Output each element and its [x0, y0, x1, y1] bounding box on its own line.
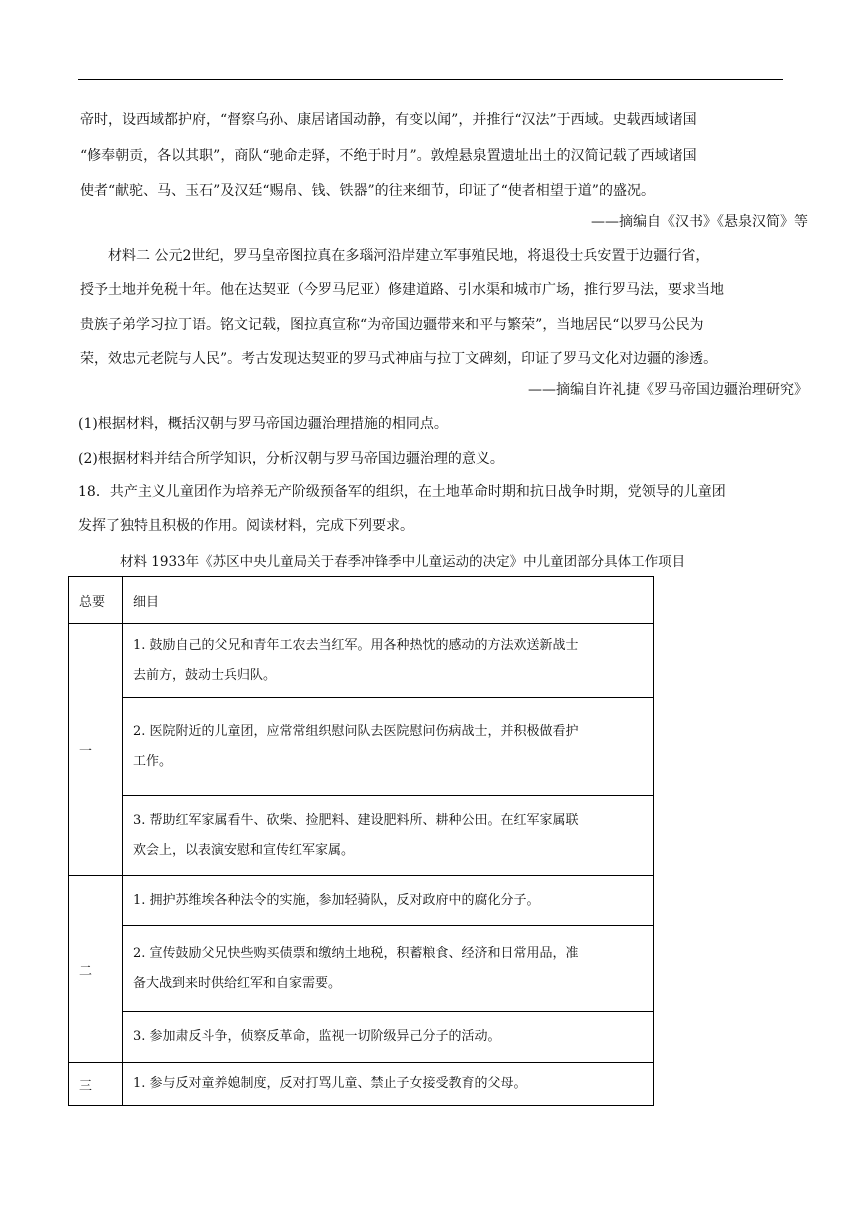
detail-cell: 1. 参与反对童养媳制度，反对打骂儿童、禁止子女接受教育的父母。	[123, 1063, 654, 1106]
table-row	[69, 1012, 654, 1063]
material2-line: 材料二 公元2世纪，罗马皇帝图拉真在多瑙河沿岸建立军事殖民地，将退役士兵安置于边疆行省，	[108, 248, 710, 264]
question-2: (2)根据材料并结合所学知识，分析汉朝与罗马帝国边疆治理的意义。	[78, 451, 504, 467]
question-1: (1)根据材料，概括汉朝与罗马帝国边疆治理措施的相同点。	[78, 416, 448, 432]
q18-line: 发挥了独特且积极的作用。阅读材料，完成下列要求。	[78, 518, 414, 534]
table-row	[69, 796, 654, 876]
q18-line: 18．共产主义儿童团作为培养无产阶级预备军的组织，在土地革命时期和抗日战争时期，党领导的儿童团	[78, 484, 726, 500]
intro-line: “修奉朝贡，各以其职”，商队“驰命走驿，不绝于时月”。敦煌悬泉置遗址出土的汉简记载了西域诸国	[80, 148, 697, 164]
table-row	[69, 698, 654, 796]
material2-line: 授予土地并免税十年。他在达契亚（今罗马尼亚）修建道路、引水渠和城市广场，推行罗马法，要求当地	[80, 282, 724, 298]
intro-line: 使者“献驼、马、玉石”及汉廷“赐帛、钱、铁器”的往来细节，印证了“使者相望于道”的盛况。	[80, 183, 655, 199]
material2-line: 荣，效忠元老院与人民”。考古发现达契亚的罗马式神庙与拉丁文碑刻，印证了罗马文化对边疆的渗透。	[80, 351, 718, 367]
detail-cell: 1. 拥护苏维埃各种法令的实施，参加轻骑队，反对政府中的腐化分子。	[123, 876, 654, 926]
group-label: 一	[69, 624, 123, 876]
work-items-table	[68, 576, 654, 1106]
intro-line: 帝时，设西域都护府，“督察乌孙、康居诸国动静，有变以闻”，并推行“汉法”于西域。史载西域诸国	[80, 112, 697, 128]
group-label: 二	[69, 876, 123, 1063]
header-cell-details: 细目	[123, 577, 654, 624]
table-row	[69, 1063, 654, 1106]
source-citation-1: ——摘编自《汉书》《悬泉汉简》等	[591, 214, 808, 230]
table-row	[69, 926, 654, 1012]
detail-cell: 2. 宣传鼓励父兄快些购买债票和缴纳土地税，积蓄粮食、经济和日常用品，准 备大战到来时供给红军和自家需要。	[123, 926, 654, 1012]
material2-line: 贵族子弟学习拉丁语。铭文记载，图拉真宣称“为帝国边疆带来和平与繁荣”，当地居民“以罗马公民为	[80, 317, 704, 333]
header-cell-category: 总要	[69, 577, 123, 624]
detail-cell: 3. 帮助红军家属看牛、砍柴、捡肥料、建设肥料所、耕种公田。在红军家属联 欢会上，以表演安慰和宣传红军家属。	[123, 796, 654, 876]
table-caption: 材料 1933年《苏区中央儿童局关于春季冲锋季中儿童运动的决定》中儿童团部分具体工作项目	[120, 554, 686, 570]
group-label: 三	[69, 1063, 123, 1106]
source-citation-2: ——摘编自许礼捷《罗马帝国边疆治理研究》	[528, 382, 808, 398]
detail-cell: 1. 鼓励自己的父兄和青年工农去当红军。用各种热忱的感动的方法欢送新战士 去前方，鼓动士兵归队。	[123, 624, 654, 698]
table-header-row	[69, 577, 654, 624]
table-row	[69, 876, 654, 926]
table-row	[69, 624, 654, 698]
header-rule	[78, 79, 783, 80]
detail-cell: 2. 医院附近的儿童团，应常常组织慰问队去医院慰问伤病战士，并积极做看护 工作。	[123, 698, 654, 796]
detail-cell: 3. 参加肃反斗争，侦察反革命，监视一切阶级异己分子的活动。	[123, 1012, 654, 1063]
